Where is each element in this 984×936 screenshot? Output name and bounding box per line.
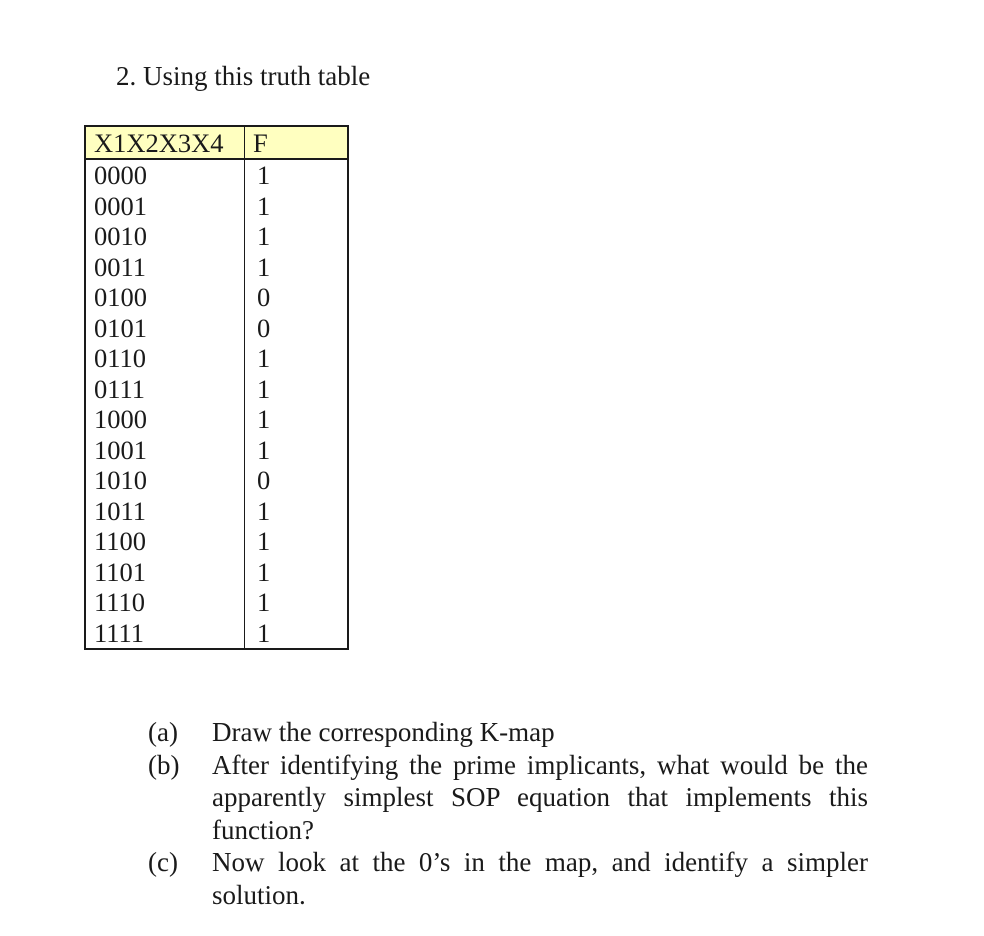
- input-cell: 1010: [94, 465, 147, 496]
- input-cell: 1101: [94, 556, 147, 587]
- input-cell: 0111: [94, 373, 146, 404]
- header-output: F: [245, 126, 349, 159]
- question-text: After identifying the prime implicants, what would be the apparently simplest SOP equation that implements this function?: [212, 749, 868, 845]
- table-row: [85, 557, 348, 588]
- question-c: [148, 846, 868, 911]
- table-row: [85, 282, 348, 313]
- input-cell: 0011: [94, 251, 147, 282]
- input-cell: 0000: [94, 160, 147, 191]
- input-cell: 1100: [94, 526, 147, 557]
- input-cell: 1110: [94, 587, 146, 618]
- table-row: [85, 465, 348, 496]
- output-cell: 1: [245, 374, 349, 405]
- table-header-row: [85, 126, 348, 159]
- table-row: [85, 618, 348, 650]
- output-cell: 1: [245, 557, 349, 588]
- question-text: Now look at the 0’s in the map, and identify a simpler solution.: [212, 847, 868, 910]
- output-cell: 1: [245, 618, 349, 650]
- table-row: [85, 252, 348, 283]
- output-cell: 1: [245, 191, 349, 222]
- input-cell: 1011: [94, 495, 147, 526]
- table-row: [85, 404, 348, 435]
- table-row: [85, 313, 348, 344]
- question-label: (a): [148, 717, 178, 747]
- table-row: [85, 496, 348, 527]
- question-label: (b): [148, 749, 180, 780]
- question-a: [148, 716, 868, 749]
- table-row: [85, 587, 348, 618]
- output-cell: 1: [245, 526, 349, 557]
- output-cell: 1: [245, 496, 349, 527]
- input-cell: 0001: [94, 190, 147, 221]
- table-row: [85, 435, 348, 466]
- question-list: [148, 716, 868, 912]
- input-cell: 1000: [94, 404, 147, 435]
- output-cell: 1: [245, 159, 349, 191]
- problem-heading: 2. Using this truth table: [116, 61, 371, 91]
- question-text: Draw the corresponding K-map: [212, 717, 555, 747]
- table-row: [85, 374, 348, 405]
- input-cell: 0101: [94, 312, 147, 343]
- output-cell: 1: [245, 221, 349, 252]
- output-cell: 1: [245, 343, 349, 374]
- output-cell: 1: [245, 435, 349, 466]
- table-row: [85, 221, 348, 252]
- output-cell: 1: [245, 252, 349, 283]
- output-cell: 0: [245, 465, 349, 496]
- input-cell: 0100: [94, 282, 147, 313]
- output-cell: 1: [245, 587, 349, 618]
- table-row: [85, 526, 348, 557]
- truth-table-body: [85, 159, 348, 649]
- input-cell: 1111: [94, 617, 145, 648]
- input-cell: 0110: [94, 343, 147, 374]
- table-row: [85, 343, 348, 374]
- table-row: [85, 159, 348, 191]
- input-cell: 0010: [94, 221, 147, 252]
- output-cell: 0: [245, 282, 349, 313]
- question-label: (c): [148, 847, 178, 878]
- output-cell: 0: [245, 313, 349, 344]
- header-inputs: X1X2X3X4: [85, 126, 245, 159]
- table-row: [85, 191, 348, 222]
- output-cell: 1: [245, 404, 349, 435]
- truth-table: [84, 125, 349, 650]
- input-cell: 1001: [94, 434, 147, 465]
- question-b: [148, 749, 868, 847]
